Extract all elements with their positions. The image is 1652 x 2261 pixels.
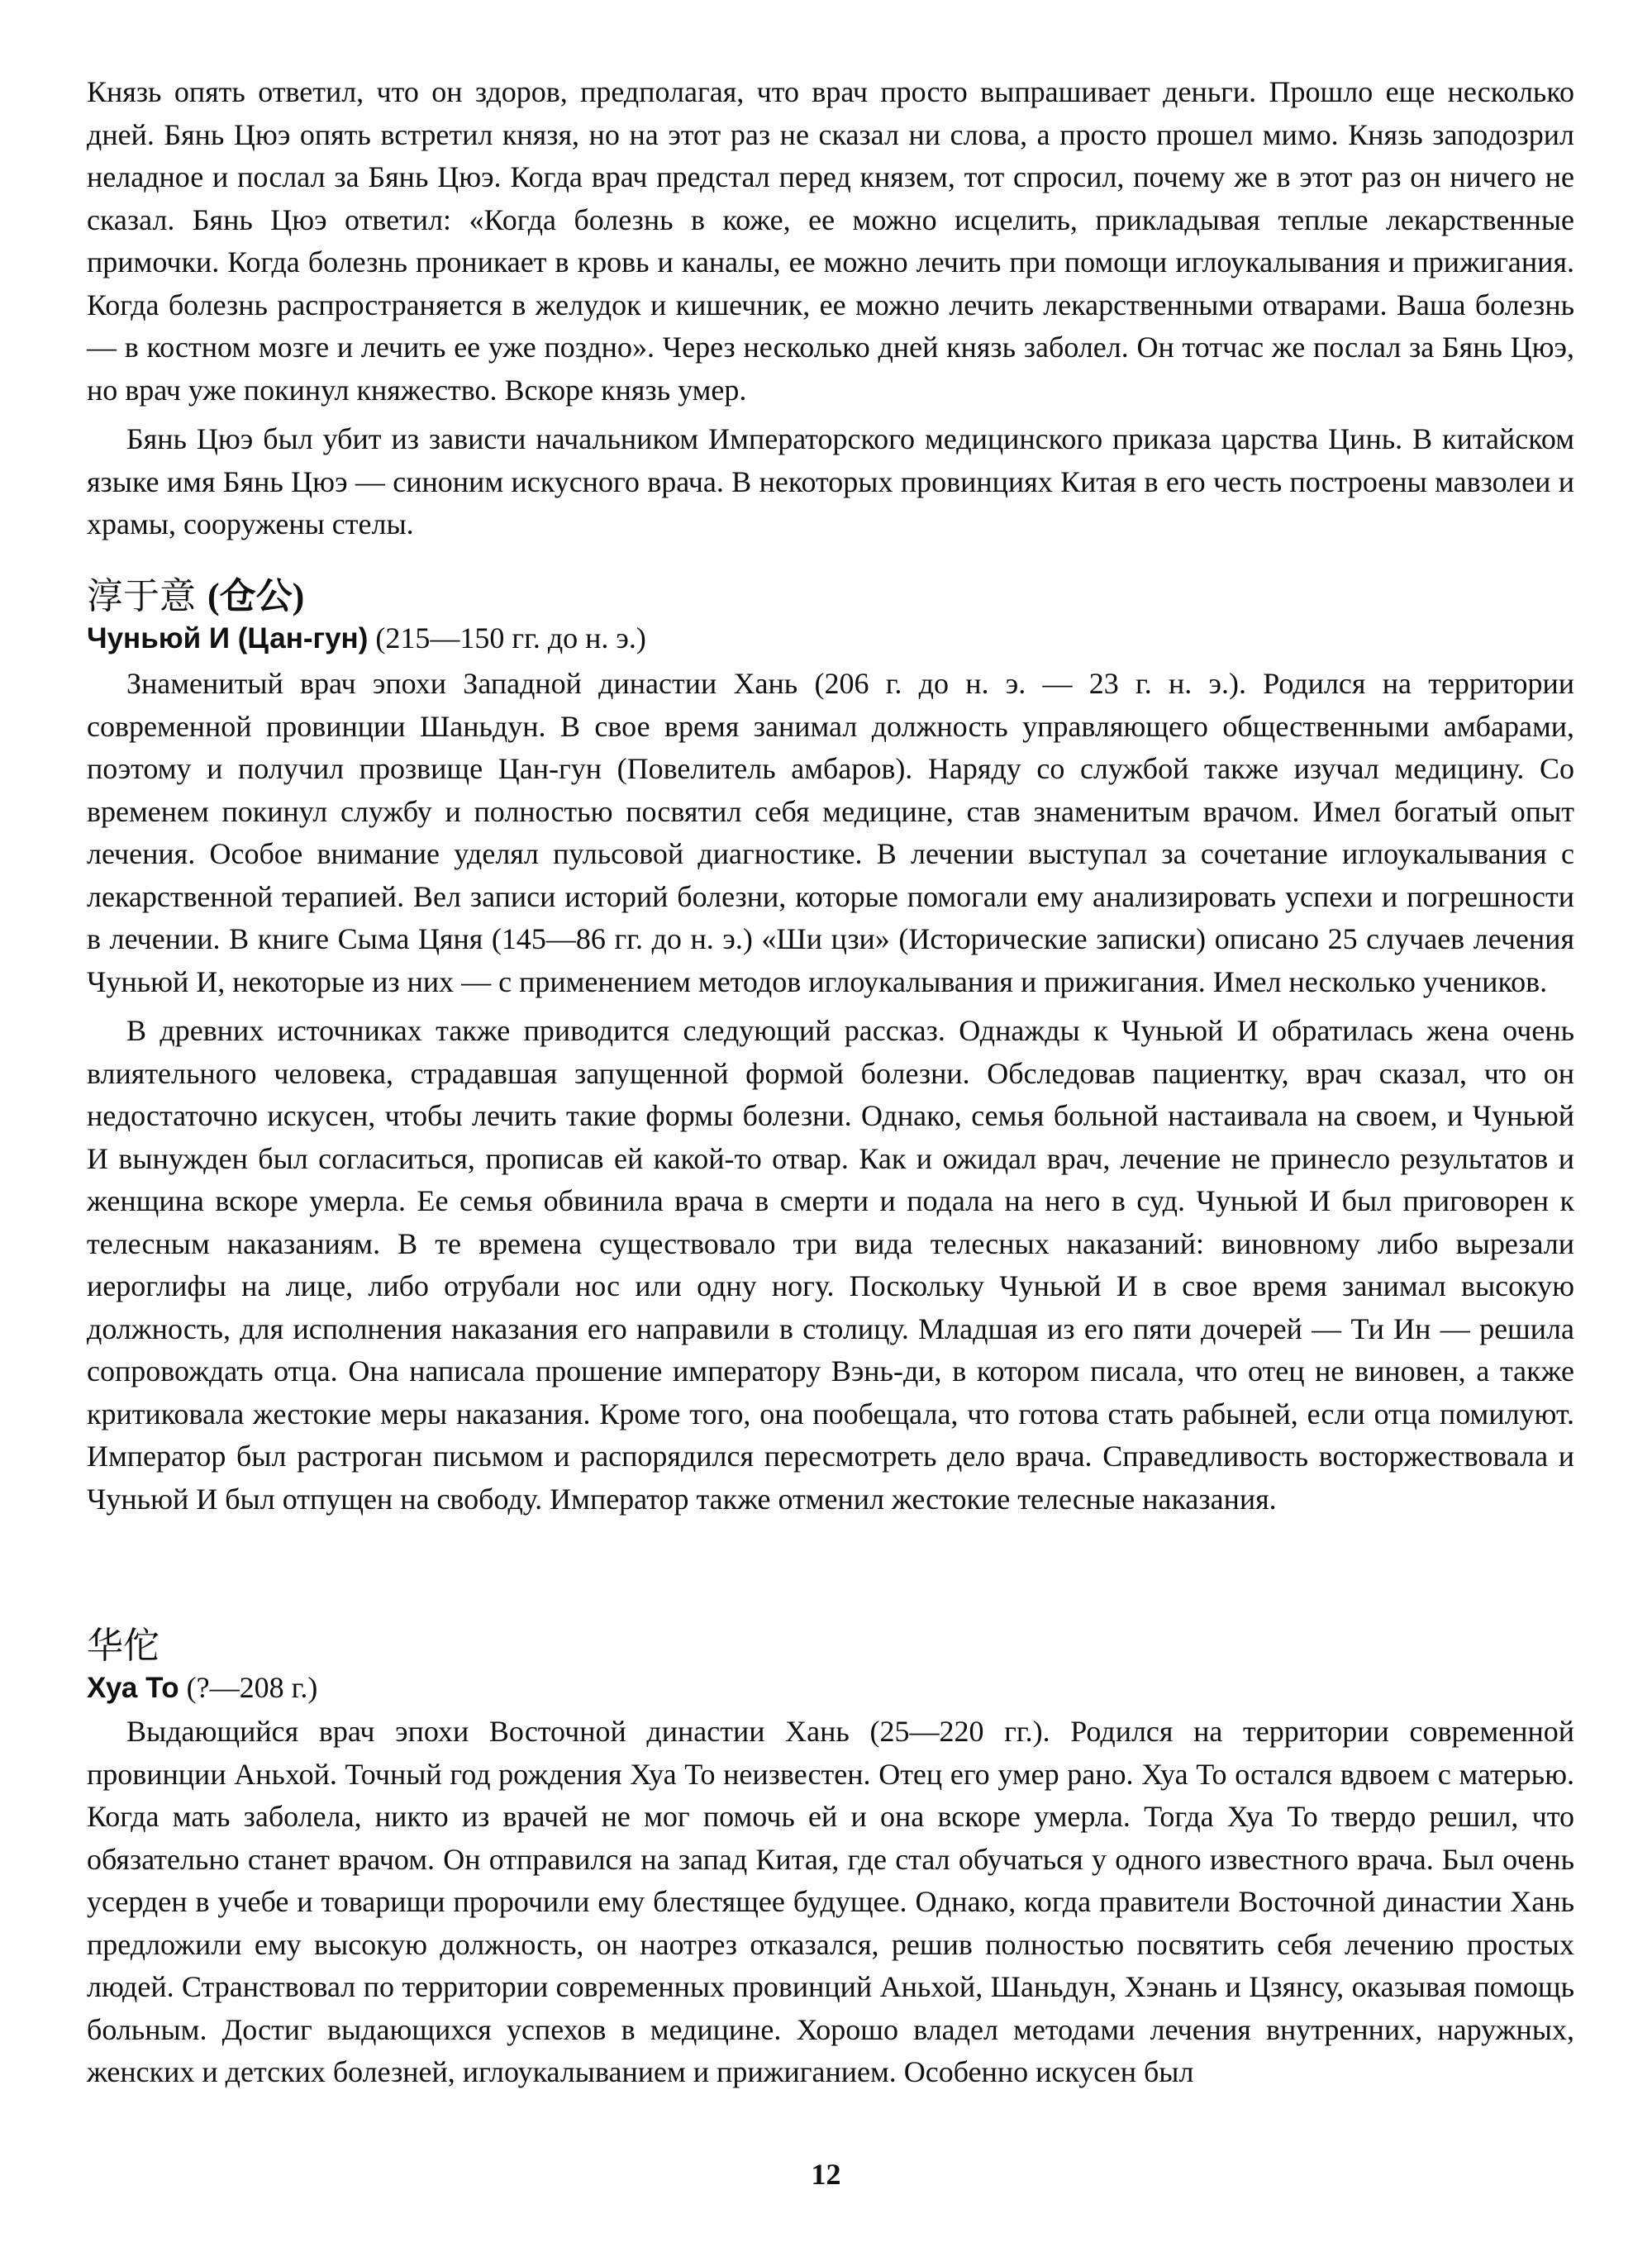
russian-name-heading: Хуа То (?—208 г.) <box>87 1671 318 1704</box>
paragraph: Выдающийся врач эпохи Восточной династии Хань (25—220 гг.). Родился на территории современной провинции Аньхой. Точный год рождения Хуа То неизвестен. Отец его умер рано. Хуа То остался вдвоем с матерью. Когда мать заболела, никто из врачей не мог помочь ей и она вскоре умерла. Тогда Хуа То твердо решил, что обязательно станет врачом. Он отправился на запад Китая, где стал обучаться у одного известного врача. Был очень усерден в учебе и товарищи пророчили ему блестящее будущее. Однако, когда правители Восточной династии Хань предложили ему высокую должность, он наотрез отказался, решив полностью посвятить себя лечению простых людей. Странствовал по территории современных провинций Аньхой, Шаньдун, Хэнань и Цзянсу, оказывая помощь больным. Достиг выдающихся успехов в медицине. Хорошо владел методами лечения внутренних, наружных, женских и детских болезней, иглоукалыванием и прижиганием. Особенно искусен был <box>87 1715 1574 2088</box>
page-number: 12 <box>811 2158 841 2191</box>
chinese-name-heading: 华佗 <box>87 1625 159 1667</box>
russian-name-heading: Чуньюй И (Цан-гун) (215—150 гг. до н. э.) <box>87 621 646 654</box>
section-hua-tuo <box>87 1711 1574 2094</box>
heading-hua-tuo <box>87 1625 1574 1708</box>
heading-chunyu-yi <box>87 575 1574 659</box>
chinese-name-heading: 淳于意 (仓公) <box>87 575 305 617</box>
section-bian-que-end <box>87 71 1574 546</box>
section-chunyu-yi <box>87 663 1574 1521</box>
paragraph: Знаменитый врач эпохи Западной династии Хань (206 г. до н. э. — 23 г. н. э.). Родился на территории современной провинции Шаньдун. В свое время занимал должность управляющего общественными амбарами, поэтому и получил прозвище Цан-гун (Повелитель амбаров). Наряду со службой также изучал медицину. Со временем покинул службу и полностью посвятил себя медицине, став знаменитым врачом. Имел богатый опыт лечения. Особое внимание уделял пульсовой диагностике. В лечении выступал за сочетание иглоукалывания с лекарственной терапией. Вел записи историй болезни, которые помогали ему анализировать успехи и погрешности в лечении. В книге Сыма Цяня (145—86 гг. до н. э.) «Ши цзи» (Исторические записки) описано 25 случаев лечения Чуньюй И, некоторые из них — с применением методов иглоукалывания и прижигания. Имел несколько учеников. <box>87 667 1574 998</box>
paragraph: В древних источниках также приводится следующий рассказ. Однажды к Чуньюй И обратилась жена очень влиятельного человека, страдавшая запущенной формой болезни. Обследовав пациентку, врач сказал, что он недостаточно искусен, чтобы лечить такие формы болезни. Однако, семья больной настаивала на своем, и Чуньюй И вынужден был согласиться, прописав ей какой-то отвар. Как и ожидал врач, лечение не принесло результатов и женщина вскоре умерла. Ее семья обвинила врача в смерти и подала на него в суд. Чуньюй И был приговорен к телесным наказаниям. В те времена существовало три вида телесных наказаний: виновному либо вырезали иероглифы на лице, либо отрубали нос или одну ногу. Поскольку Чуньюй И в свое время занимал высокую должность, для исполнения наказания его направили в столицу. Младшая из его пяти дочерей — Ти Ин — решила сопровождать отца. Она написала прошение императору Вэнь-ди, в котором писала, что отец не виновен, а также критиковала жестокие меры наказания. Кроме того, она пообещала, что готова стать рабыней, если отца помилуют. Император был растроган письмом и распорядился пересмотреть дело врача. Справедливость восторжествовала и Чуньюй И был отпущен на свободу. Император также отменил жестокие телесные наказания. <box>87 1014 1574 1516</box>
paragraph: Бянь Цюэ был убит из зависти начальником Императорского медицинского приказа царства Цинь. В китайском языке имя Бянь Цюэ — синоним искусного врача. В некоторых провинциях Китая в его честь построены мавзолеи и храмы, сооружены стелы. <box>87 422 1574 540</box>
paragraph: Князь опять ответил, что он здоров, предполагая, что врач просто выпрашивает деньги. Прошло еще несколько дней. Бянь Цюэ опять встретил князя, но на этот раз не сказал ни слова, а просто прошел мимо. Князь заподозрил неладное и послал за Бянь Цюэ. Когда врач предстал перед князем, тот спросил, почему же в этот раз он ничего не сказал. Бянь Цюэ ответил: «Когда болезнь в коже, ее можно исцелить, прикладывая теплые лекарственные примочки. Когда болезнь проникает в кровь и каналы, ее можно лечить при помощи иглоукалывания и прижигания. Когда болезнь распространяется в желудок и кишечник, ее можно лечить лекарственными отварами. Ваша болезнь — в костном мозге и лечить ее уже поздно». Через несколько дней князь заболел. Он тотчас же послал за Бянь Цюэ, но врач уже покинул княжество. Вскоре князь умер. <box>87 75 1574 407</box>
